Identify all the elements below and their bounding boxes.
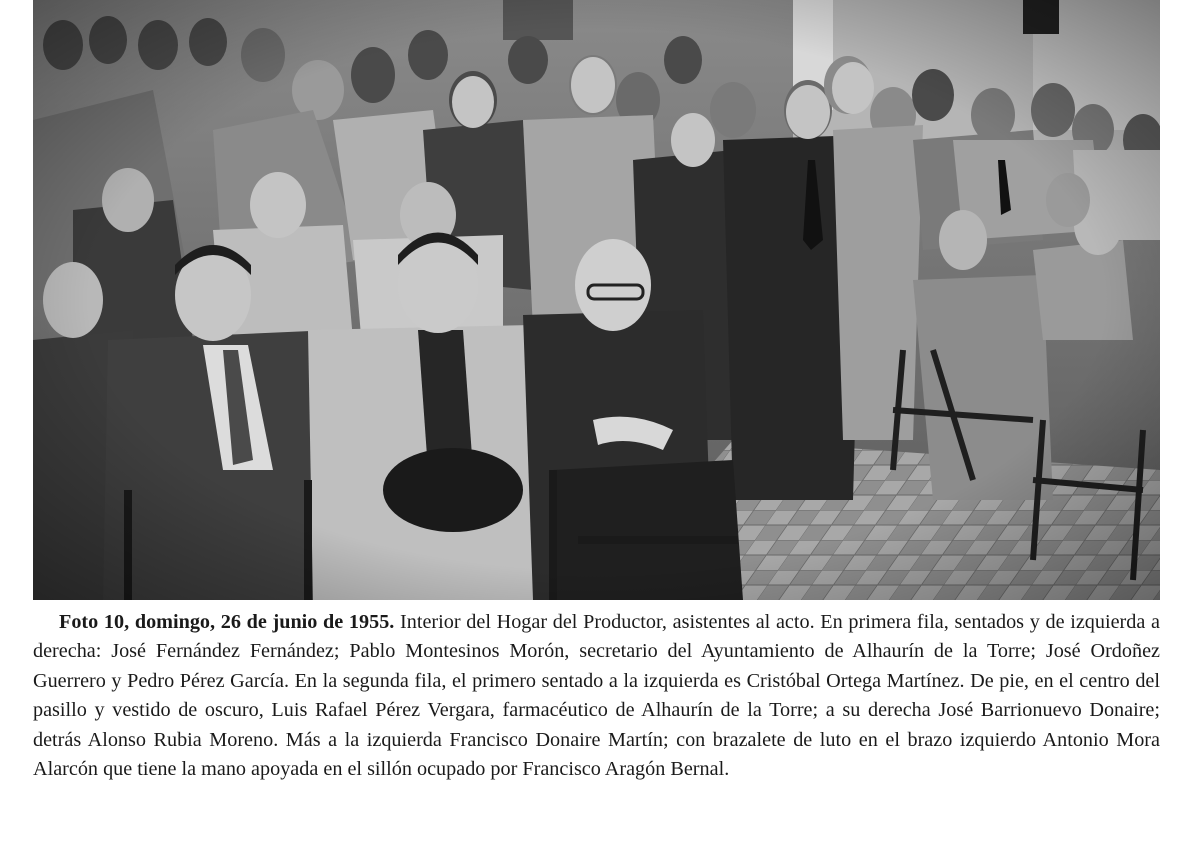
photo-illustration: [33, 0, 1160, 600]
archival-photograph: [33, 0, 1160, 600]
caption-body: Interior del Hogar del Productor, asistentes al acto. En primera fila, sentados y de izquierda a derecha: José Fernández Fernández; Pablo Montesinos Morón, secretario del Ayuntamiento de Alhaurín de la Torre; José Ordoñez Guerrero y Pedro Pérez García. En la segunda fila, el primero sentado a la izquierda es Cristóbal Ortega Martínez. De pie, en el centro del pasillo y vestido de oscuro, Luis Rafael Pérez Vergara, farmacéutico de Alhaurín de la Torre; a su derecha José Barrionuevo Donaire; detrás Alonso Rubia Moreno. Más a la izquierda Francisco Donaire Martín; con brazalete de luto en el brazo izquierdo Antonio Mora Alarcón que tiene la mano apoyada en el sillón ocupado por Francisco Aragón Bernal.: [33, 611, 1160, 781]
photo-caption: [33, 608, 1160, 784]
caption-lead: Foto 10, domingo, 26 de junio de 1955.: [59, 611, 395, 633]
